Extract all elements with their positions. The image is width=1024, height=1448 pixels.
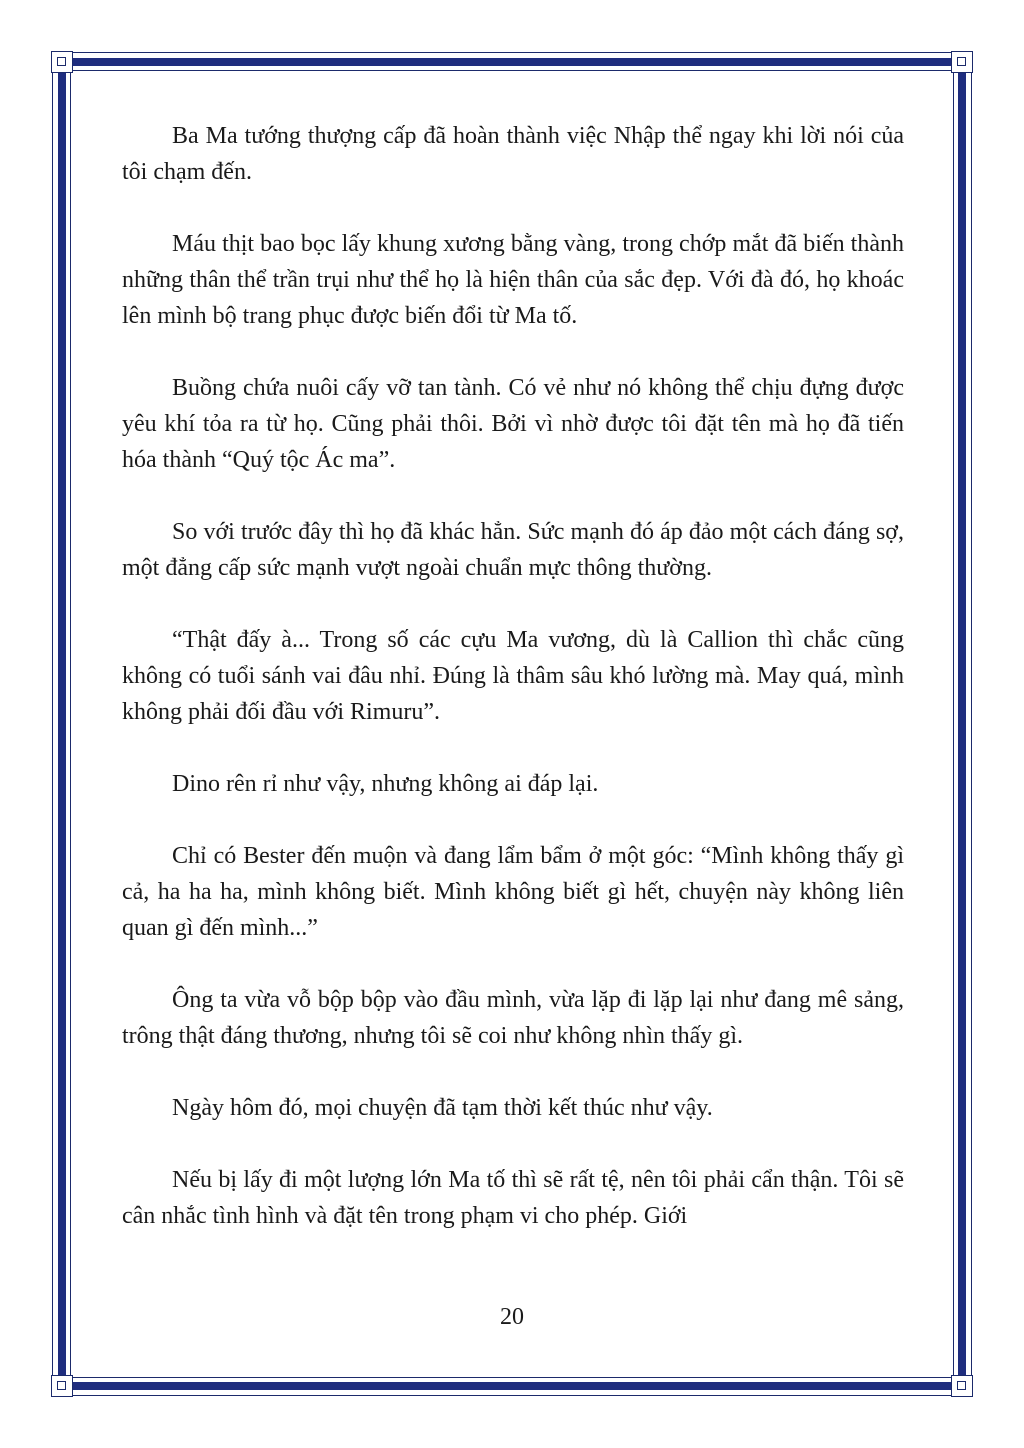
corner-ornament-bottom-right [951, 1375, 973, 1397]
paragraph-4: So với trước đây thì họ đã khác hẳn. Sức mạnh đó áp đảo một cách đáng sợ, một đẳng cấp sức mạnh vượt ngoài chuẩn mực thông thường. [122, 519, 904, 581]
corner-ornament-bottom-left [51, 1375, 73, 1397]
paragraph-6: Dino rên rỉ như vậy, nhưng không ai đáp lại. [172, 771, 599, 797]
page-body [122, 118, 904, 1270]
paragraph-10: Nếu bị lấy đi một lượng lớn Ma tố thì sẽ rất tệ, nên tôi phải cẩn thận. Tôi sẽ cân nhắc tình hình và đặt tên trong phạm vi cho phép. Giới [122, 1167, 904, 1229]
page-number: 20 [500, 1304, 524, 1330]
corner-ornament-top-right [951, 51, 973, 73]
paragraph-3: Buồng chứa nuôi cấy vỡ tan tành. Có vẻ như nó không thể chịu đựng được yêu khí tỏa ra từ họ. Cũng phải thôi. Bởi vì nhờ được tôi đặt tên mà họ đã tiến hóa thành “Quý tộc Ác ma”. [122, 375, 904, 473]
paragraph-8: Ông ta vừa vỗ bộp bộp vào đầu mình, vừa lặp đi lặp lại như đang mê sảng, trông thật đáng thương, nhưng tôi sẽ coi như không nhìn thấy gì. [122, 987, 904, 1049]
paragraph-2: Máu thịt bao bọc lấy khung xương bằng vàng, trong chớp mắt đã biến thành những thân thể trần trụi như thể họ là hiện thân của sắc đẹp. Với đà đó, họ khoác lên mình bộ trang phục được biến đổi từ Ma tố. [122, 231, 904, 329]
paragraph-5: “Thật đấy à... Trong số các cựu Ma vương, dù là Callion thì chắc cũng không có tuổi sánh vai đâu nhỉ. Đúng là thâm sâu khó lường mà. May quá, mình không phải đối đầu với Rimuru”. [122, 627, 904, 725]
paragraph-9: Ngày hôm đó, mọi chuyện đã tạm thời kết thúc như vậy. [172, 1095, 713, 1121]
corner-ornament-top-left [51, 51, 73, 73]
paragraph-7: Chỉ có Bester đến muộn và đang lẩm bẩm ở một góc: “Mình không thấy gì cả, ha ha ha, mình không biết. Mình không biết gì hết, chuyện này không liên quan gì đến mình...” [122, 843, 904, 941]
paragraph-1: Ba Ma tướng thượng cấp đã hoàn thành việc Nhập thể ngay khi lời nói của tôi chạm đến. [122, 123, 904, 185]
